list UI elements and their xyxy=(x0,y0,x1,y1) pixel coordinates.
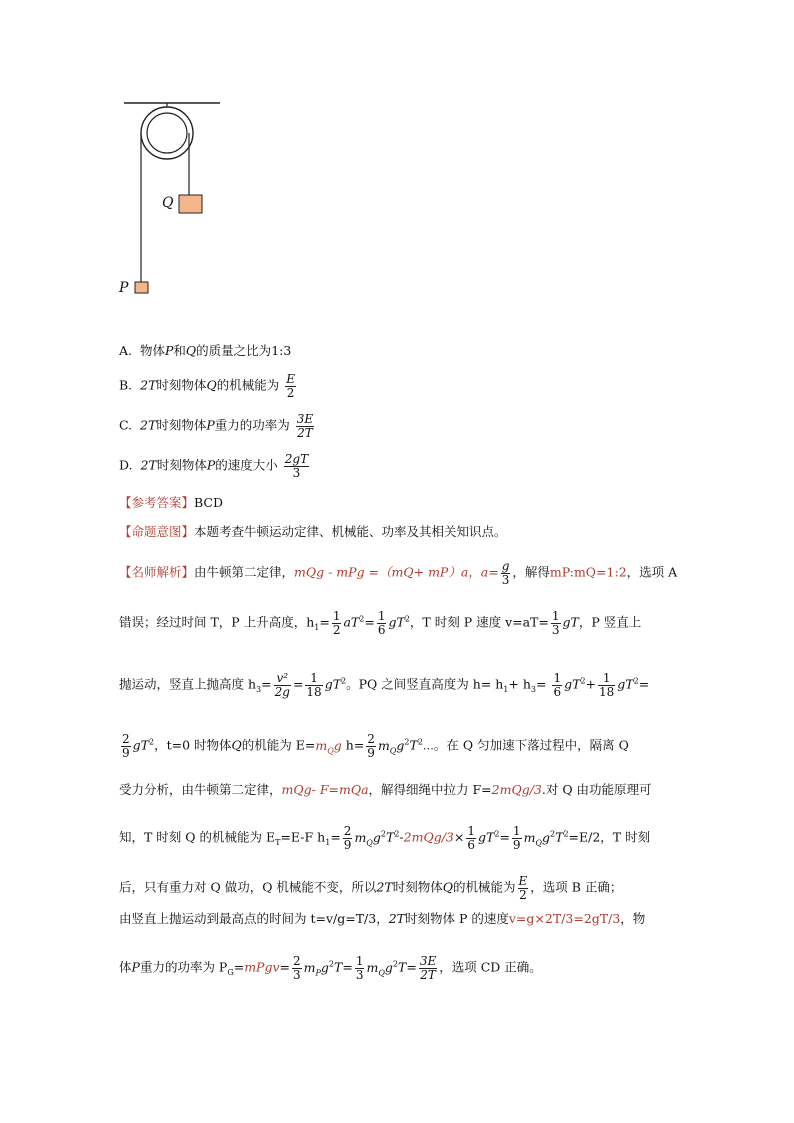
l4-frac-2: $\frac{2}{9}$ xyxy=(367,732,375,760)
l6-frac-1: $\frac{2}{9}$ xyxy=(343,824,352,852)
l6-a: 知，T 时刻 Q 的机械能为 E xyxy=(119,829,276,845)
l2-frac-3: $\frac{1}{3}$ xyxy=(551,609,560,637)
l6-b: =E-F h xyxy=(280,829,326,845)
l3-frac-3: $\frac{1}{6}$ xyxy=(553,671,562,699)
analysis-line-5 xyxy=(119,784,652,797)
l6-e: 2mQg/3 xyxy=(403,829,454,845)
l4-d: 。在 Q 匀加速下落过程中，隔离 Q xyxy=(433,737,629,753)
l9-d: = xyxy=(279,959,291,975)
l7-d: ，选项 B 正确； xyxy=(530,879,623,895)
l5-c: .对 Q 由功能原理可 xyxy=(541,782,652,797)
pulley-figure xyxy=(110,95,230,305)
l6-d: - xyxy=(399,829,404,845)
option-d-fraction: $\frac{2gT}{3}$ xyxy=(284,452,309,480)
l9-a: 体 xyxy=(119,959,132,975)
l3-h: = xyxy=(638,676,650,692)
label-q: Q xyxy=(162,195,174,211)
option-c-p: P xyxy=(206,417,215,433)
analysis-line-3: 抛运动，竖直上抛高度 $h_3=$ $\frac{\text{v²}}{2g}$ = $\frac{1}{18}$ $gT^2$。PQ 之间竖直高度为 $h= h_1+ h_3=$ $\frac{1}{6}$ $gT^2+$ $\frac{1}{18}$ $gT^2=$ xyxy=(119,671,650,699)
l5-f: 2mQg/3 xyxy=(491,782,542,797)
option-a-text1: 物体 xyxy=(139,343,165,358)
option-a-text2: 和 xyxy=(173,343,186,358)
l6-frac-3: $\frac{1}{9}$ xyxy=(512,824,521,852)
l2-frac-1: $\frac{1}{2}$ xyxy=(332,609,341,637)
l8-b: 时刻物体 P 的速度 xyxy=(405,911,509,926)
option-a xyxy=(119,345,291,358)
l4-c: h= xyxy=(345,737,365,753)
analysis-line-2: 错误；经过时间 T，P 上升高度，$h_1=$ $\frac{1}{2}$ $aT^2=$ $\frac{1}{6}$ $gT^2$，T 时刻 P 速度 v=aT= $\frac{1}{3}$ gT，P 竖直上 xyxy=(119,609,642,637)
l8-d: ，物 xyxy=(620,911,646,926)
l6-c: = xyxy=(330,829,341,845)
l1-a: 由牛顿第二定律， xyxy=(194,564,295,580)
intent-label: 【命题意图】 xyxy=(119,524,195,539)
l3-a: 抛运动，竖直上抛高度 h xyxy=(119,676,257,692)
l9-b: 重力的功率为 P xyxy=(139,959,228,975)
l5-b: ，解得细绳中拉力 F= xyxy=(368,782,492,797)
l6-x: × xyxy=(453,829,465,845)
option-d-text2: 的速度大小 xyxy=(215,457,278,473)
l9-g: ，选项 CD 正确。 xyxy=(439,959,542,975)
intent-text: 本题考查牛顿运动定律、机械能、功率及其相关知识点。 xyxy=(194,524,507,539)
l9-eq: mPgv xyxy=(244,959,280,975)
l1-b: ，解得 xyxy=(512,564,550,580)
option-d-text1: 时刻物体 xyxy=(156,457,207,473)
l7-c: 的机械能为 xyxy=(452,879,516,895)
option-a-p: P xyxy=(164,343,174,358)
l6-g: = xyxy=(499,829,510,845)
option-b-t: 2T xyxy=(140,377,157,393)
l3-g: + xyxy=(585,676,597,692)
l9-f: = xyxy=(406,959,417,975)
option-a-q: Q xyxy=(185,343,197,358)
option-b-text1: 时刻物体 xyxy=(156,377,207,393)
l4-q: Q xyxy=(231,737,242,753)
analysis-line-1 xyxy=(119,560,677,586)
l8-t: 2T xyxy=(388,911,406,926)
l3-f: = xyxy=(535,676,547,692)
option-b-letter: B. xyxy=(119,377,133,393)
l1-equation: mQg - mPg =（mQ+ mP）a，a= xyxy=(294,564,499,580)
l8-a: 由竖直上抛运动到最高点的时间为 t=v/g=T/3， xyxy=(119,911,389,926)
l9-p: P xyxy=(131,959,140,975)
l3-e: + h xyxy=(508,676,531,692)
answer-line xyxy=(119,497,223,510)
l3-frac-4: $\frac{1}{18}$ xyxy=(599,671,615,699)
l7-q: Q xyxy=(442,879,453,895)
l7-t: 2T xyxy=(376,879,393,895)
block-p xyxy=(135,282,148,293)
l6-frac-2: $\frac{1}{6}$ xyxy=(467,824,475,852)
answer-value: BCD xyxy=(194,495,224,510)
l7-b: 时刻物体 xyxy=(392,879,443,895)
pulley-wheel xyxy=(141,107,193,159)
l3-c: = xyxy=(292,676,304,692)
option-b-fraction: $\frac{E}{2}$ xyxy=(286,372,295,400)
analysis-line-9: 体P重力的功率为 $P_G=mPgv=$ $\frac{2}{3}$ $m_Pg^2T=$ $\frac{1}{3}$ $m_Qg^2T=$ $\frac{3E}{2T}$ ，选项 CD 正确。 xyxy=(119,954,542,982)
l1-ratio: mP:mQ=1:2 xyxy=(549,564,627,580)
option-c-fraction: $\frac{3E}{2T}$ xyxy=(296,412,314,440)
l2-e: ，P 竖直上 xyxy=(578,614,642,630)
analysis-line-4: $\frac{2}{9}$ $gT^2$，t=0 时物体Q的机能为 $E=m_Qg$ h= $\frac{2}{9}$ $m_Qg^2T^2\dots$。在 Q 匀加速下落过程中，隔离 Q xyxy=(122,732,629,760)
analysis-line-8 xyxy=(119,913,645,926)
l2-b: = xyxy=(319,614,330,630)
intent-line xyxy=(119,526,507,539)
l5-eq: mQg- F=mQa xyxy=(281,782,369,797)
l2-a: 错误；经过时间 T，P 上升高度，h xyxy=(119,614,315,630)
l3-d: 。PQ 之间竖直高度为 h= h xyxy=(346,676,504,692)
l6-h: =E/2，T 时刻 xyxy=(568,829,651,845)
l2-c: = xyxy=(364,614,375,630)
l4-a: ，t=0 时物体 xyxy=(154,737,232,753)
option-a-ratio: 1:3 xyxy=(271,343,292,358)
option-d-t: 2T xyxy=(140,457,157,473)
option-c-t: 2T xyxy=(140,417,157,433)
l1-fraction: $\frac{g}{3}$ xyxy=(501,559,510,587)
option-c-letter: C. xyxy=(119,417,133,433)
answer-label: 【参考答案】 xyxy=(119,495,195,510)
l9-frac-2: $\frac{1}{3}$ xyxy=(355,954,364,982)
l3-b: = xyxy=(261,676,272,692)
l7-a: 后，只有重力对 Q 做功，Q 机械能不变，所以 xyxy=(119,879,377,895)
analysis-label: 【名师解析】 xyxy=(119,564,195,580)
block-q xyxy=(179,195,202,213)
l9-c: = xyxy=(233,959,245,975)
l9-e: = xyxy=(342,959,353,975)
l4-frac-1: $\frac{2}{9}$ xyxy=(122,732,130,760)
option-b-q: Q xyxy=(206,377,217,393)
l1-c: ，选项 A xyxy=(626,564,678,580)
option-b xyxy=(119,373,298,399)
l7-frac: $\frac{E}{2}$ xyxy=(518,874,528,902)
option-c-text2: 重力的功率为 xyxy=(214,417,290,433)
option-d-letter: D. xyxy=(119,457,133,473)
label-p: P xyxy=(119,280,129,296)
l8-c: v=g×2T/3=2gT/3 xyxy=(508,911,621,926)
l2-d: ，T 时刻 P 速度 v=aT= xyxy=(409,614,549,630)
l2-frac-2: $\frac{1}{6}$ xyxy=(377,609,386,637)
option-d-p: P xyxy=(206,457,216,473)
option-b-text2: 的机械能为 xyxy=(216,377,280,393)
l3-frac-1: $\frac{\text{v²}}{2g}$ xyxy=(274,671,290,699)
option-a-letter: A. xyxy=(119,343,133,358)
l4-b: 的机能为 E= xyxy=(241,737,316,753)
l9-frac-3: $\frac{3E}{2T}$ xyxy=(419,954,437,982)
analysis-line-6: 知，T 时刻 Q 的机械能为 $E_T=E-F$ $h_1=$ $\frac{2}{9}$ $m_Qg^2T^2-2mQg/3\times$ $\frac{1}{6}$ $gT^2=$ $\frac{1}{9}$ $m_Qg^2T^2=E/2$，T 时刻 xyxy=(119,824,651,852)
option-c-text1: 时刻物体 xyxy=(156,417,207,433)
l5-a: 受力分析，由牛顿第二定律， xyxy=(119,782,282,797)
analysis-line-7 xyxy=(119,875,622,901)
l9-frac-1: $\frac{2}{3}$ xyxy=(293,954,301,982)
option-d xyxy=(119,453,311,479)
option-a-text3: 的质量之比为 xyxy=(196,343,272,358)
option-c xyxy=(119,413,316,439)
l3-frac-2: $\frac{1}{18}$ xyxy=(306,671,322,699)
